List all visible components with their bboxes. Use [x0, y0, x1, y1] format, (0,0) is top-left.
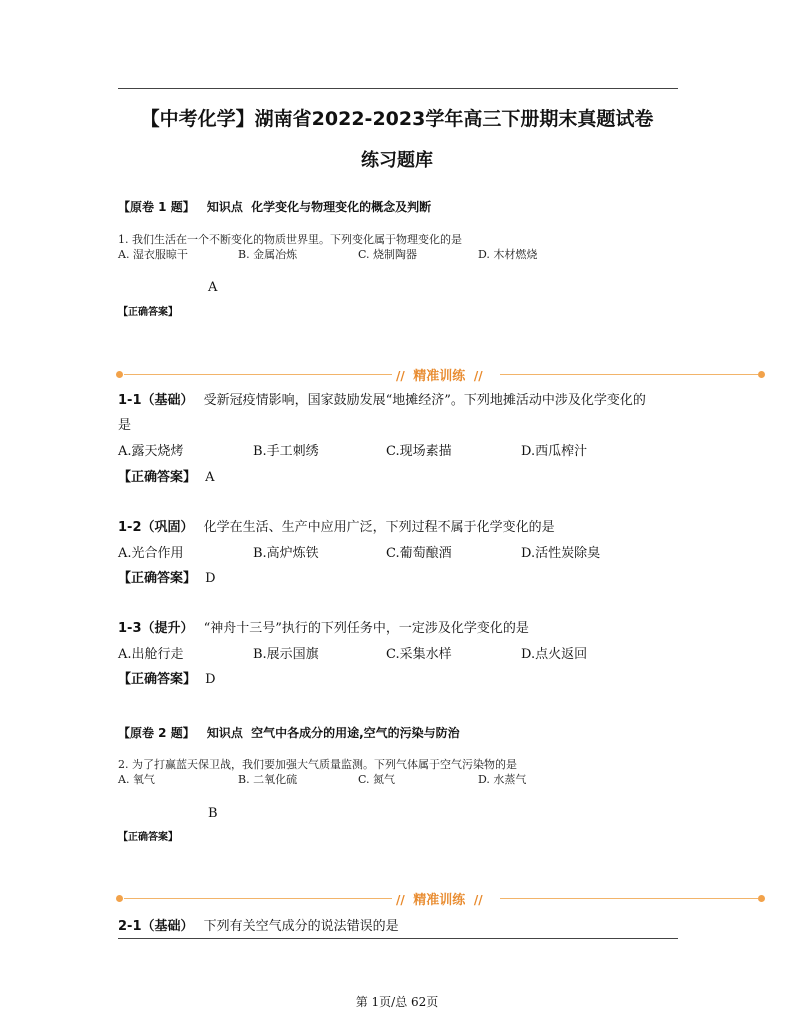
practice-1-1-answer-label: 【正确答案】: [118, 470, 197, 485]
practice-1-1-option-d: D.西瓜榨汁: [521, 444, 588, 459]
section-1-question: 1. 我们生活在一个不断变化的物质世界里。下列变化属于物理变化的是: [118, 233, 462, 246]
section-2-answer-label: 【正确答案】: [118, 832, 178, 843]
practice-1-3-option-c: C.采集水样: [386, 647, 452, 662]
banner-2-label: 精准训练: [413, 893, 466, 908]
practice-1-3-stem: [118, 617, 529, 636]
practice-1-2-tag: 1-2（巩固）: [118, 520, 194, 535]
practice-1-1-option-c: C.现场素描: [386, 444, 452, 459]
banner-1: [396, 365, 483, 384]
practice-1-3-answer-label: 【正确答案】: [118, 672, 197, 687]
section-1-header-kp: 知识点: [206, 200, 243, 214]
practice-1-3-tag: 1-3（提升）: [118, 621, 194, 636]
practice-1-2-option-a: A.光合作用: [118, 546, 184, 561]
section-1-option-c: C. 烧制陶器: [358, 248, 418, 261]
practice-1-3-option-d: D.点火返回: [521, 647, 588, 662]
practice-1-1-text: 受新冠疫情影响，国家鼓励发展“地摊经济”。下列地摊活动中涉及化学变化的: [203, 393, 646, 408]
banner-1-label: 精准训练: [413, 369, 466, 384]
section-2-answer-value: B: [208, 806, 218, 821]
practice-1-1-answer-value: A: [205, 470, 215, 485]
section-1-answer-label: 【正确答案】: [118, 307, 178, 318]
practice-1-3-option-b: B.展示国旗: [253, 647, 319, 662]
section-1-header: [118, 198, 431, 215]
practice-1-1-text-cont: 是: [118, 418, 132, 433]
practice-1-2-text: 化学在生活、生产中应用广泛，下列过程不属于化学变化的是: [203, 520, 555, 535]
document-title: 【中考化学】湖南省2022-2023学年高三下册期末真题试卷: [140, 108, 654, 130]
section-2-header: [118, 724, 460, 741]
top-rule: [118, 88, 678, 89]
practice-1-2-option-b: B.高炉炼铁: [253, 546, 319, 561]
practice-1-1-answer: [118, 466, 215, 485]
banner-2-line-left: [124, 898, 392, 899]
practice-1-1-option-b: B.手工刺绣: [253, 444, 319, 459]
banner-2-deco-right: //: [473, 893, 483, 907]
practice-1-2-option-c: C.葡萄酿酒: [386, 546, 452, 561]
section-2-option-d: D. 水蒸气: [478, 773, 527, 786]
page-footer: 第 1页/总 62页: [355, 995, 439, 1009]
section-2-header-prefix: 【原卷 2 题】: [118, 726, 195, 740]
banner-1-line-right: [500, 374, 758, 375]
practice-1-3-answer: [118, 668, 216, 687]
banner-2-line-right: [500, 898, 758, 899]
practice-2-1-tag: 2-1（基础）: [118, 919, 194, 934]
banner-1-dot-right: [758, 371, 765, 378]
section-1-option-b: B. 金属冶炼: [238, 248, 298, 261]
banner-1-deco-left: //: [396, 369, 405, 383]
practice-2-1-stem: [118, 915, 399, 934]
section-1-option-d: D. 木材燃烧: [478, 248, 538, 261]
practice-1-2-option-d: D.活性炭除臭: [521, 546, 601, 561]
section-1-header-topic: 化学变化与物理变化的概念及判断: [251, 200, 432, 214]
section-1-header-prefix: 【原卷 1 题】: [118, 200, 195, 214]
banner-2-dot-right: [758, 895, 765, 902]
section-2-header-kp: 知识点: [206, 726, 243, 740]
banner-2-dot-left: [116, 895, 123, 902]
practice-1-2-answer: [118, 567, 216, 586]
banner-1-dot-left: [116, 371, 123, 378]
section-2-option-b: B. 二氧化硫: [238, 773, 298, 786]
practice-1-2-answer-label: 【正确答案】: [118, 571, 197, 586]
practice-1-3-option-a: A.出舱行走: [118, 647, 184, 662]
practice-1-1-option-a: A.露天烧烤: [118, 444, 184, 459]
banner-1-line-left: [124, 374, 392, 375]
practice-1-3-text: “神舟十三号”执行的下列任务中，一定涉及化学变化的是: [203, 621, 529, 636]
section-2-option-a: A. 氧气: [118, 773, 155, 786]
practice-1-2-stem: [118, 516, 555, 535]
practice-1-2-answer-value: D: [205, 571, 216, 586]
practice-2-1-text: 下列有关空气成分的说法错误的是: [203, 919, 399, 934]
practice-1-1-stem: [118, 389, 646, 408]
section-1-answer-value: A: [208, 280, 218, 295]
section-2-option-c: C. 氮气: [358, 773, 396, 786]
practice-1-3-answer-value: D: [205, 672, 216, 687]
section-1-option-a: A. 湿衣服晾干: [118, 248, 188, 261]
bottom-rule: [118, 938, 678, 939]
section-2-header-topic: 空气中各成分的用途,空气的污染与防治: [251, 726, 460, 740]
banner-2-deco-left: //: [396, 893, 405, 907]
banner-2: [396, 889, 483, 908]
banner-1-deco-right: //: [473, 369, 483, 383]
section-2-question: 2. 为了打赢蓝天保卫战，我们要加强大气质量监测。下列气体属于空气污染物的是: [118, 758, 517, 771]
practice-1-1-tag: 1-1（基础）: [118, 393, 194, 408]
document-subtitle: 练习题库: [361, 150, 433, 171]
